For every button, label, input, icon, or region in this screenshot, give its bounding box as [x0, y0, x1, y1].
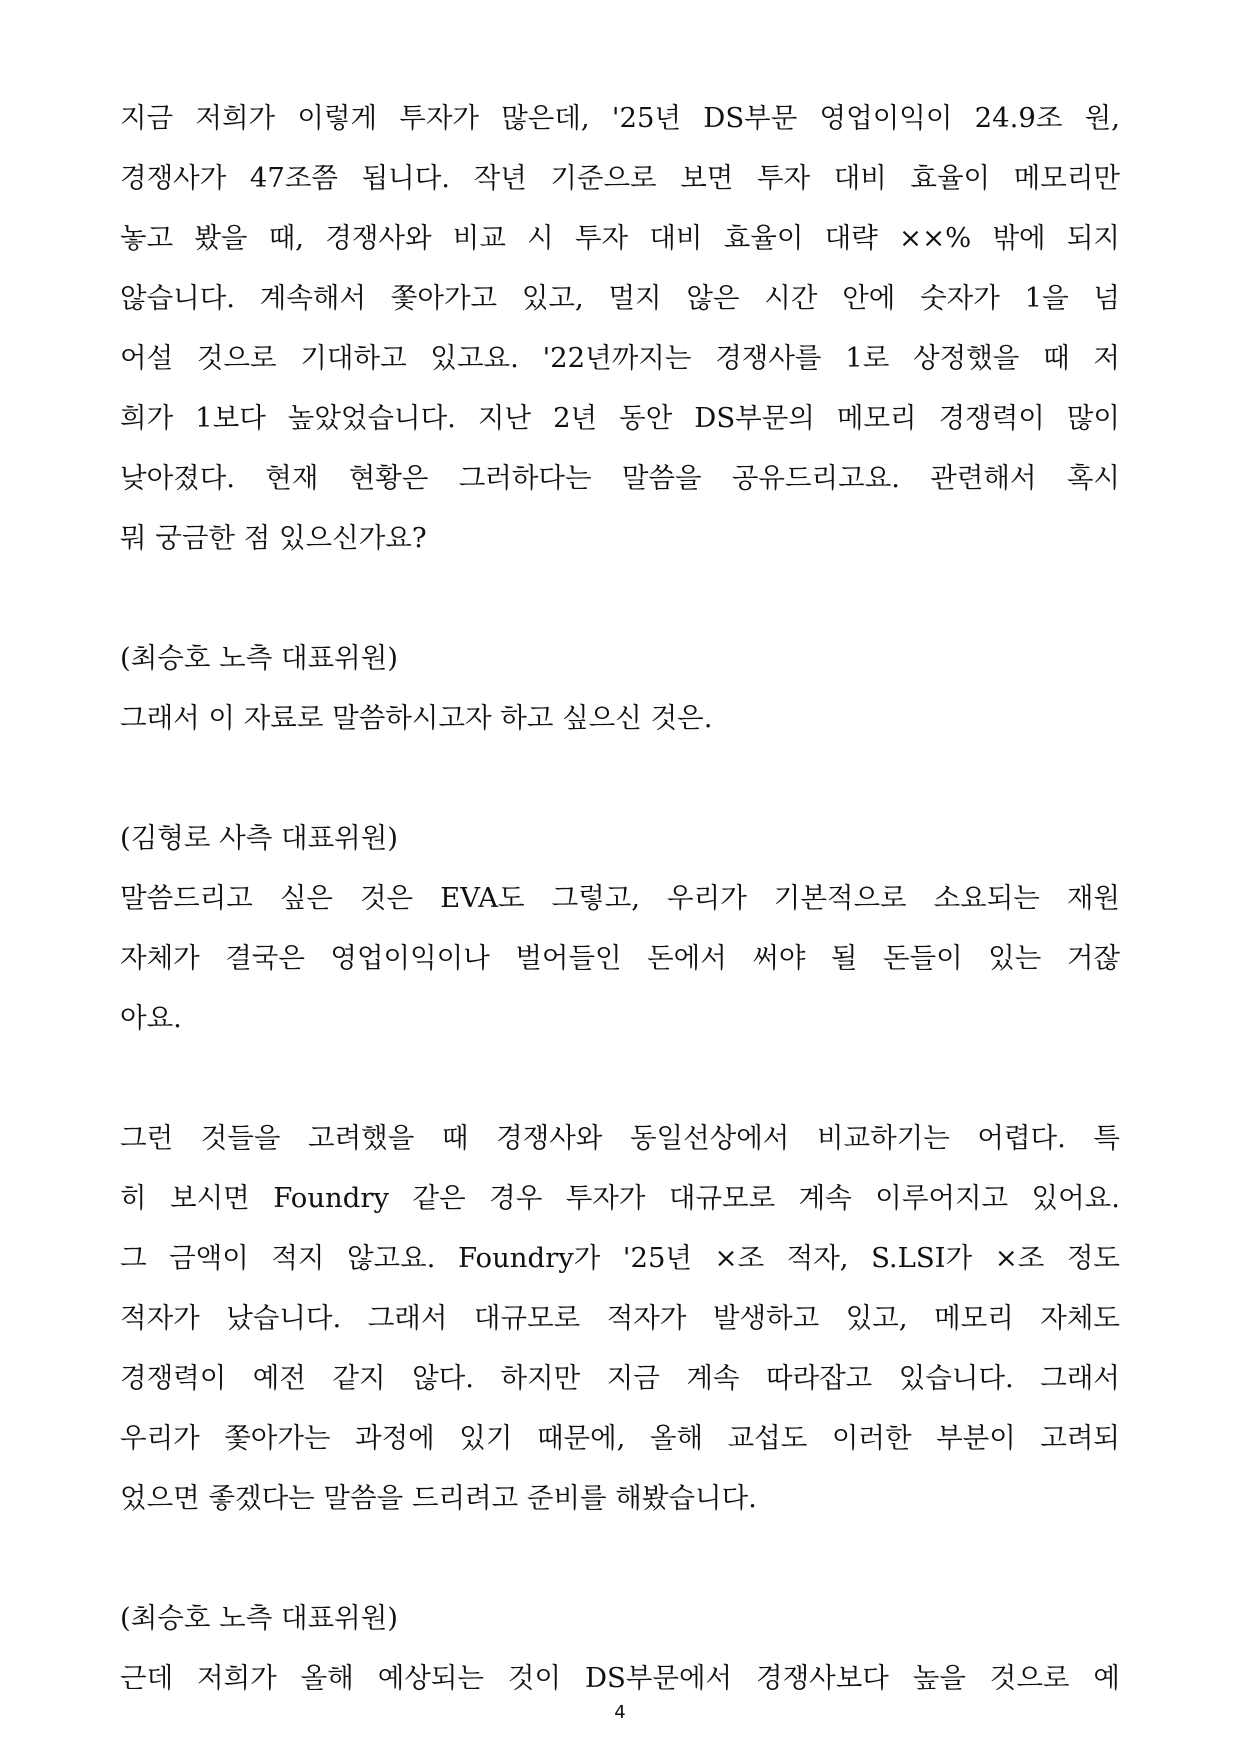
paragraph-spacer: [120, 1048, 1120, 1108]
text-line: 그 금액이 적지 않고요. Foundry가 '25년 ×조 적자, S.LSI가 ×조 정도: [120, 1242, 1120, 1274]
text-line: 경쟁사가 47조쯤 됩니다. 작년 기준으로 보면 투자 대비 효율이 메모리만: [120, 162, 1120, 194]
paragraph-2: [120, 688, 1120, 748]
text-line: 놓고 봤을 때, 경쟁사와 비교 시 투자 대비 효율이 대략 ××% 밖에 되지: [120, 222, 1120, 254]
paragraph-spacer: [120, 568, 1120, 628]
text-line: 우리가 쫓아가는 과정에 있기 때문에, 올해 교섭도 이러한 부분이 고려되: [120, 1422, 1121, 1454]
text-line: 적자가 났습니다. 그래서 대규모로 적자가 발생하고 있고, 메모리 자체도: [120, 1302, 1120, 1334]
text-line: 아요.: [120, 1002, 182, 1034]
page-number: 4: [614, 1702, 626, 1723]
document-body: [120, 88, 1120, 1708]
speaker-label: (최승호 노측 대표위원): [120, 1602, 399, 1634]
paragraph-4: [120, 1108, 1120, 1528]
text-line: 자체가 결국은 영업이익이나 벌어들인 돈에서 써야 될 돈들이 있는 거잖: [120, 942, 1120, 974]
speaker-label: (최승호 노측 대표위원): [120, 642, 399, 674]
text-line: 었으면 좋겠다는 말씀을 드리려고 준비를 해봤습니다.: [120, 1482, 757, 1514]
text-line: 경쟁력이 예전 같지 않다. 하지만 지금 계속 따라잡고 있습니다. 그래서: [120, 1362, 1120, 1394]
speaker-label: (김형로 사측 대표위원): [120, 822, 399, 854]
text-line: 낮아졌다. 현재 현황은 그러하다는 말씀을 공유드리고요. 관련해서 혹시: [120, 462, 1120, 494]
text-line: 어설 것으로 기대하고 있고요. '22년까지는 경쟁사를 1로 상정했을 때 저: [120, 342, 1120, 374]
paragraph-3: [120, 868, 1120, 1048]
text-line: 근데 저희가 올해 예상되는 것이 DS부문에서 경쟁사보다 높을 것으로 예: [120, 1662, 1120, 1694]
text-line: 히 보시면 Foundry 같은 경우 투자가 대규모로 계속 이루어지고 있어요.: [120, 1182, 1120, 1214]
text-line: 희가 1보다 높았었습니다. 지난 2년 동안 DS부문의 메모리 경쟁력이 많이: [120, 402, 1120, 434]
paragraph-spacer: [120, 748, 1120, 808]
text-line: 않습니다. 계속해서 쫓아가고 있고, 멀지 않은 시간 안에 숫자가 1을 넘: [120, 282, 1120, 314]
text-line: 그래서 이 자료로 말씀하시고자 하고 싶으신 것은.: [120, 702, 713, 734]
text-line: 지금 저희가 이렇게 투자가 많은데, '25년 DS부문 영업이익이 24.9조 원,: [120, 102, 1120, 134]
paragraph-spacer: [120, 1528, 1120, 1588]
text-line: 말씀드리고 싶은 것은 EVA도 그렇고, 우리가 기본적으로 소요되는 재원: [120, 882, 1120, 914]
paragraph-5: [120, 1648, 1120, 1708]
text-line: 뭐 궁금한 점 있으신가요?: [120, 522, 427, 554]
paragraph-1: [120, 88, 1120, 568]
text-line: 그런 것들을 고려했을 때 경쟁사와 동일선상에서 비교하기는 어렵다. 특: [120, 1122, 1120, 1154]
